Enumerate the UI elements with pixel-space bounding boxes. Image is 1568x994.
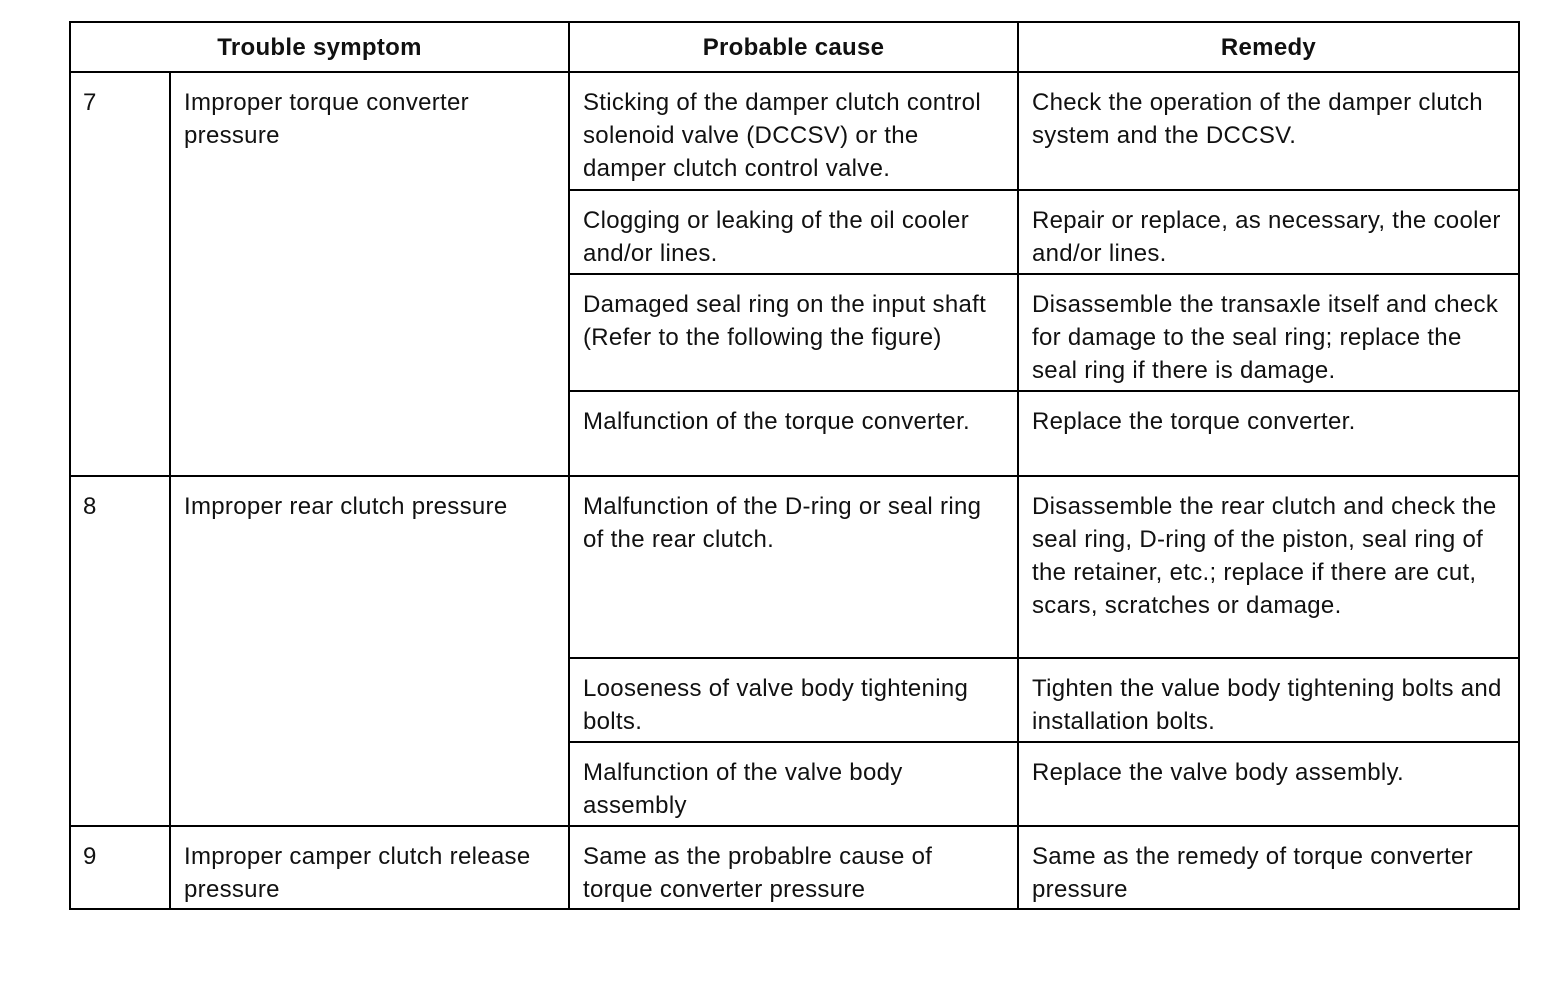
item-number: 7	[70, 72, 170, 476]
item-number: 9	[70, 826, 170, 909]
probable-cause: Looseness of valve body tightening bolts.	[569, 658, 1018, 742]
table-row	[70, 72, 1519, 190]
remedy: Same as the remedy of torque converter pressure	[1018, 826, 1519, 909]
trouble-remedy-table	[69, 21, 1520, 910]
trouble-symptom: Improper camper clutch release pressure	[170, 826, 569, 909]
probable-cause: Same as the probablre cause of torque converter pressure	[569, 826, 1018, 909]
remedy: Replace the valve body assembly.	[1018, 742, 1519, 826]
remedy: Repair or replace, as necessary, the cooler and/or lines.	[1018, 190, 1519, 274]
trouble-symptom: Improper rear clutch pressure	[170, 476, 569, 826]
item-number: 8	[70, 476, 170, 826]
header-probable-cause: Probable cause	[569, 22, 1018, 72]
trouble-symptom: Improper torque converter pressure	[170, 72, 569, 476]
remedy: Disassemble the rear clutch and check the seal ring, D-ring of the piston, seal ring of the retainer, etc.; replace if there are cut, scars, scratches or damage.	[1018, 476, 1519, 658]
probable-cause: Clogging or leaking of the oil cooler and/or lines.	[569, 190, 1018, 274]
header-row	[70, 22, 1519, 72]
remedy: Check the operation of the damper clutch system and the DCCSV.	[1018, 72, 1519, 190]
probable-cause: Malfunction of the valve body assembly	[569, 742, 1018, 826]
remedy: Disassemble the transaxle itself and check for damage to the seal ring; replace the seal ring if there is damage.	[1018, 274, 1519, 391]
header-trouble-symptom: Trouble symptom	[70, 22, 569, 72]
probable-cause: Sticking of the damper clutch control solenoid valve (DCCSV) or the damper clutch control valve.	[569, 72, 1018, 190]
probable-cause: Malfunction of the torque converter.	[569, 391, 1018, 476]
header-remedy: Remedy	[1018, 22, 1519, 72]
table-row	[70, 826, 1519, 909]
table-row	[70, 476, 1519, 658]
remedy: Tighten the value body tightening bolts and installation bolts.	[1018, 658, 1519, 742]
remedy: Replace the torque converter.	[1018, 391, 1519, 476]
probable-cause: Damaged seal ring on the input shaft (Refer to the following the figure)	[569, 274, 1018, 391]
probable-cause: Malfunction of the D-ring or seal ring of the rear clutch.	[569, 476, 1018, 658]
